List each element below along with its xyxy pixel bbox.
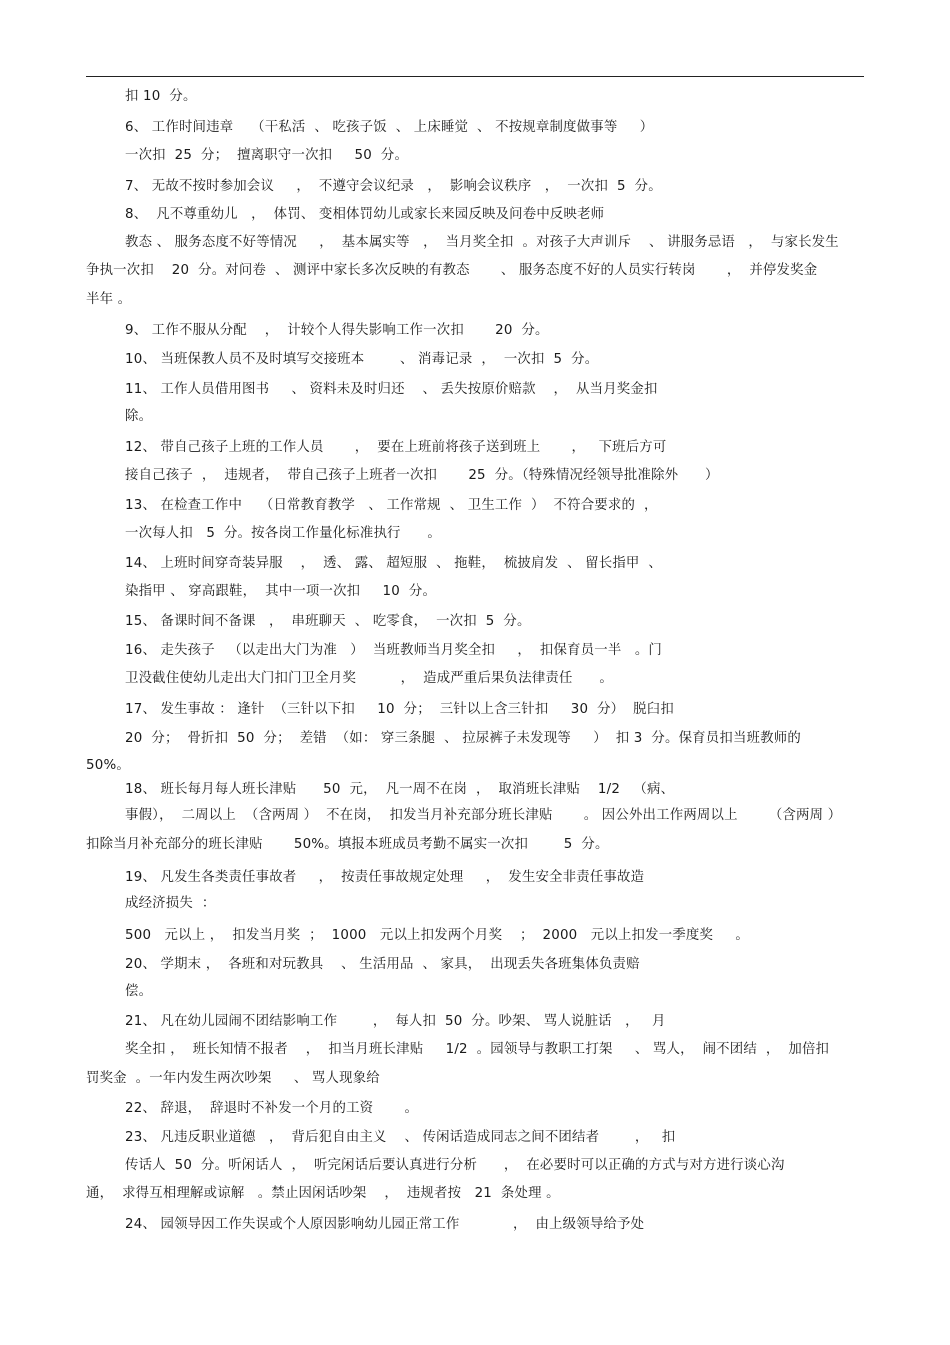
text-line: 13、 在检查工作中 （日常教育教学 、 工作常规 、 卫生工作 ） 不符合要求的 ， xyxy=(125,498,658,513)
text-line: 12、 带自己孩子上班的工作人员 ， 要在上班前将孩子送到班上 ， 下班后方可 xyxy=(125,440,667,455)
text-line: 通， 求得互相理解或谅解 。禁止因闲话吵架 ， 违规者按 21 条处理 。 xyxy=(86,1186,560,1201)
text-line: 19、 凡发生各类责任事故者 ， 按责任事故规定处理 ， 发生安全非责任事故造 xyxy=(125,870,645,885)
text-line: 接自己孩子 ， 违规者， 带自己孩子上班者一次扣 25 分。（特殊情况经领导批准除外 ） xyxy=(125,468,719,483)
text-line: 21、 凡在幼儿园闹不团结影响工作 ， 每人扣 50 分。吵架、 骂人说脏话 ， 月 xyxy=(125,1014,666,1029)
text-line: 20 分； 骨折扣 50 分； 差错 （如： 穿三条腿 、 拉尿裤子未发现等 ） 扣 3 分。保育员扣当班教师的 xyxy=(125,731,801,746)
text-line: 扣 10 分。 xyxy=(125,89,197,104)
text-line: 24、 园领导因工作失误或个人原因影响幼儿园正常工作 ， 由上级领导给予处 xyxy=(125,1217,645,1232)
text-line: 20、 学期末 ， 各班和对玩教具 、 生活用品 、 家具， 出现丢失各班集体负责赔 xyxy=(125,957,640,972)
text-line: 50%。 xyxy=(86,758,130,773)
text-line: 一次扣 25 分； 擅离职守一次扣 50 分。 xyxy=(125,148,409,163)
text-line: 500 元以上 ， 扣发当月奖 ； 1000 元以上扣发两个月奖 ； 2000 元以上扣发一季度奖 。 xyxy=(125,928,749,943)
text-line: 18、 班长每月每人班长津贴 50 元， 凡一周不在岗 ， 取消班长津贴 1/2 （病、 xyxy=(125,782,675,797)
text-line: 争执一次扣 20 分。对问卷 、 测评中家长多次反映的有教态 、 服务态度不好的人员实行转岗 ， 并停发奖金 xyxy=(86,263,818,278)
text-line: 23、 凡违反职业道德 ， 背后犯自由主义 、 传闲话造成同志之间不团结者 ， 扣 xyxy=(125,1130,676,1145)
text-line: 成经济损失 ： xyxy=(125,896,216,911)
text-line: 14、 上班时间穿奇装异服 ， 透、 露、 超短服 、 拖鞋， 梳披肩发 、 留长指甲 、 xyxy=(125,556,663,571)
text-line: 11、 工作人员借用图书 、 资料未及时归还 、 丢失按原价赔款 ， 从当月奖金扣 xyxy=(125,382,658,397)
text-line: 偿。 xyxy=(125,984,153,999)
text-line: 8、 凡不尊重幼儿 ， 体罚、 变相体罚幼儿或家长来园反映及问卷中反映老师 xyxy=(125,207,605,222)
text-line: 除。 xyxy=(125,409,153,424)
text-line: 6、 工作时间违章 （干私活 、 吃孩子饭 、 上床睡觉 、 不按规章制度做事等 ） xyxy=(125,120,654,135)
text-line: 事假）， 二周以上 （含两周 ） 不在岗， 扣发当月补充部分班长津贴 。 因公外出工作两周以上 （含两周 ） xyxy=(125,808,842,823)
text-line: 9、 工作不服从分配 ， 计较个人得失影响工作一次扣 20 分。 xyxy=(125,323,549,338)
text-line: 奖全扣 ， 班长知情不报者 ， 扣当月班长津贴 1/2 。园领导与教职工打架 、 骂人， 闹不团结 ， 加倍扣 xyxy=(125,1042,830,1057)
text-line: 17、 发生事故 ： 逢针 （三针以下扣 10 分； 三针以上含三针扣 30 分） 脱臼扣 xyxy=(125,702,674,717)
text-line: 罚奖金 。一年内发生两次吵架 、 骂人现象给 xyxy=(86,1071,380,1086)
text-line: 16、 走失孩子 （以走出大门为准 ） 当班教师当月奖全扣 ， 扣保育员一半 。门 xyxy=(125,643,663,658)
text-line: 传话人 50 分。听闲话人 ， 听完闲话后要认真进行分析 ， 在必要时可以正确的方式与对方进行谈心沟 xyxy=(125,1158,785,1173)
text-line: 一次每人扣 5 分。按各岗工作量化标准执行 。 xyxy=(125,526,441,541)
text-line: 扣除当月补充部分的班长津贴 50%。填报本班成员考勤不属实一次扣 5 分。 xyxy=(86,837,609,852)
text-line: 半年 。 xyxy=(86,292,132,307)
text-line: 10、 当班保教人员不及时填写交接班本 、 消毒记录 ， 一次扣 5 分。 xyxy=(125,352,599,367)
text-line: 7、 无故不按时参加会议 ， 不遵守会议纪录 ， 影响会议秩序 ， 一次扣 5 分。 xyxy=(125,179,662,194)
text-line: 卫没截住使幼儿走出大门扣门卫全月奖 ， 造成严重后果负法律责任 。 xyxy=(125,671,613,686)
text-line: 22、 辞退， 辞退时不补发一个月的工资 。 xyxy=(125,1101,419,1116)
text-line: 染指甲 、 穿高跟鞋， 其中一项一次扣 10 分。 xyxy=(125,584,437,599)
text-line: 15、 备课时间不备课 ， 串班聊天 、 吃零食， 一次扣 5 分。 xyxy=(125,614,531,629)
text-line: 教态 、 服务态度不好等情况 ， 基本属实等 ， 当月奖全扣 。对孩子大声训斥 、 讲服务忌语 ， 与家长发生 xyxy=(125,235,839,250)
header-rule xyxy=(86,76,864,77)
